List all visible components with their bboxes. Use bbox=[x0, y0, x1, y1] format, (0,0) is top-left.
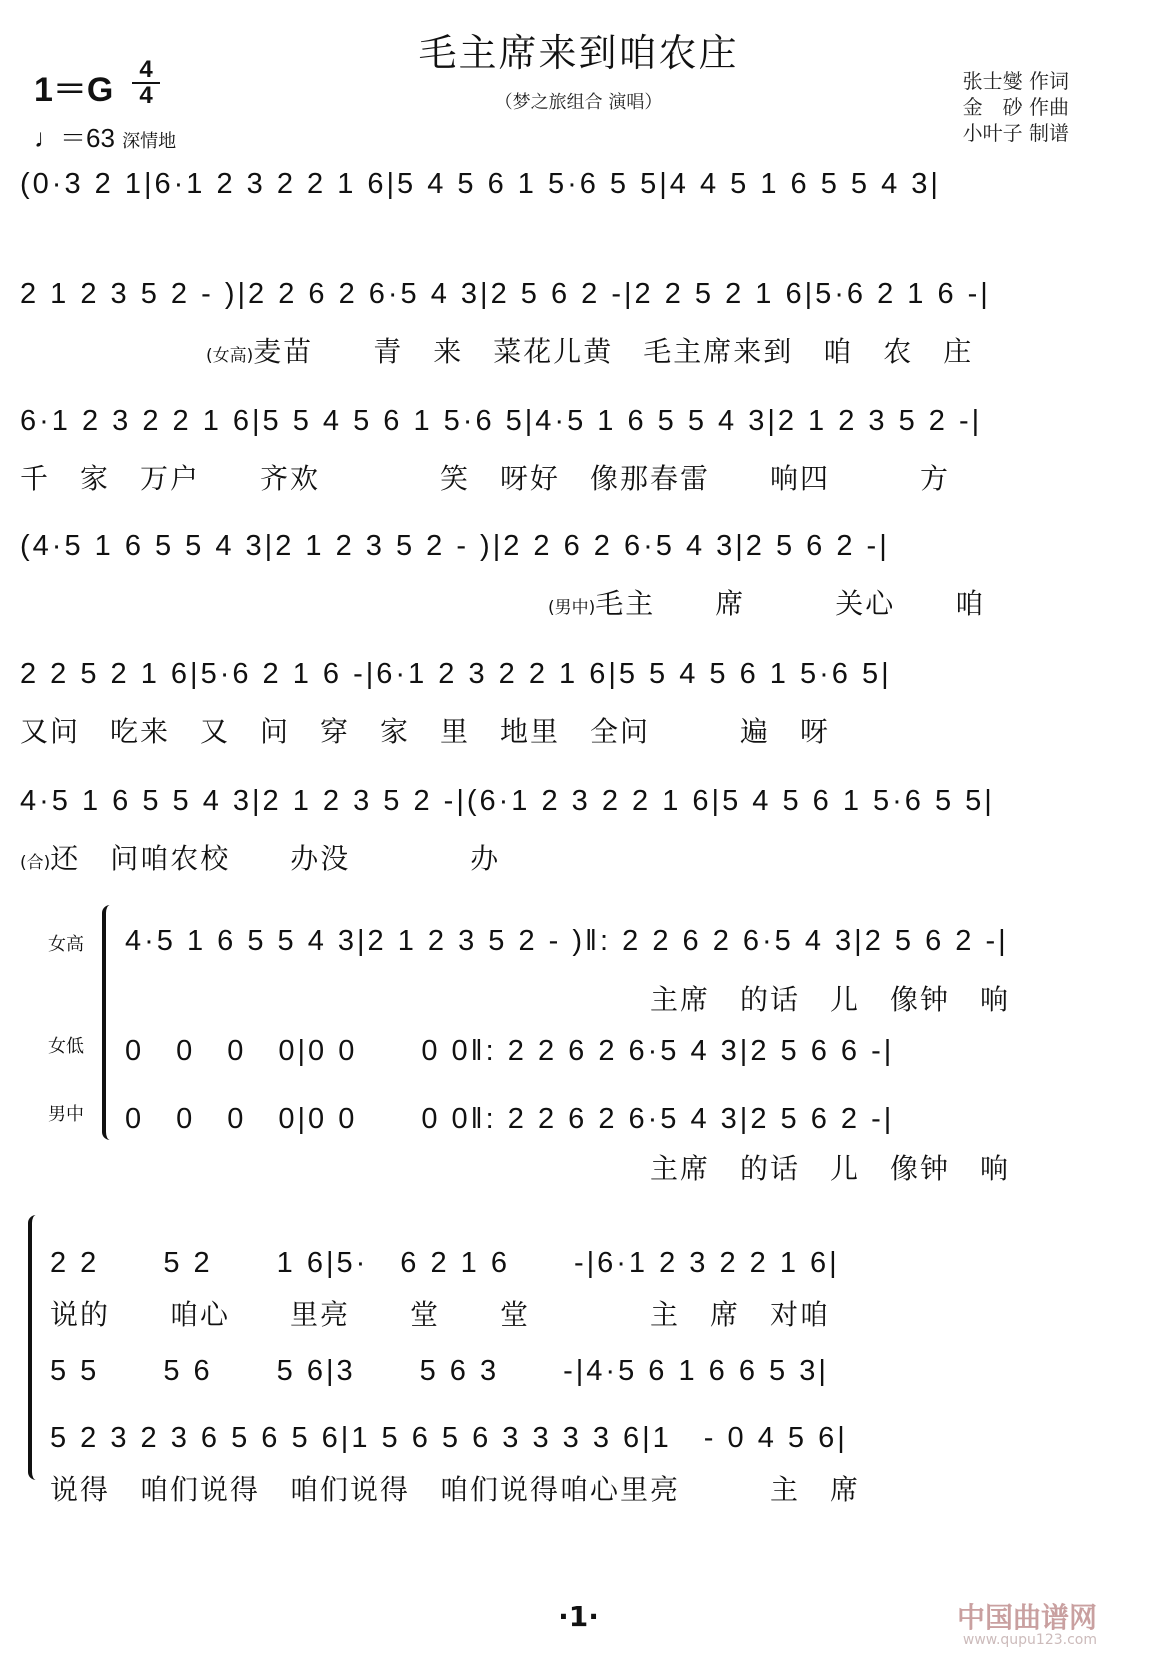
notation-line: 4·5 1 6 5 5 4 3|2 1 2 3 5 2 -|(6·1 2 3 2 2 1 6|5 4 5 6 1 5·6 5 5| bbox=[20, 785, 995, 817]
soprano-lyrics: 主席 的话 儿 像钟 响 bbox=[650, 983, 1011, 1016]
arranger: 小叶子 制谱 bbox=[962, 121, 1069, 145]
quarter-note-icon: ♩ bbox=[34, 123, 60, 153]
key-signature: 1＝G bbox=[34, 71, 114, 109]
lyrics-line bbox=[20, 710, 1089, 750]
composer: 金 砂 作曲 bbox=[962, 95, 1069, 119]
lyricist: 张士燮 作词 bbox=[962, 69, 1069, 93]
tempo-bpm: ＝63 bbox=[60, 123, 115, 153]
lyrics-text: 毛主 席 关心 咱 bbox=[595, 587, 986, 620]
tenor-notation: 5 2 3 2 3 6 5 6 5 6|1 5 6 5 6 3 3 3 3 6|1 - 0 4 5 6| bbox=[50, 1422, 848, 1454]
soprano-notation: 2 2 5 2 1 6|5· 6 2 1 6 -|6·1 2 3 2 2 1 6| bbox=[50, 1247, 840, 1279]
watermark-logo bbox=[957, 1596, 1097, 1648]
soprano-notation: 4·5 1 6 5 5 4 3|2 1 2 3 5 2 - )‖: 2 2 6 2 6·5 4 3|2 5 6 2 -| bbox=[125, 925, 1009, 957]
system-2 bbox=[0, 278, 1157, 388]
alto-notation: 0 0 0 0|0 0 0 0‖: 2 2 6 2 6·5 4 3|2 5 6 6 -| bbox=[125, 1035, 895, 1067]
lyrics-line bbox=[20, 837, 1089, 877]
notation-line: 6·1 2 3 2 2 1 6|5 5 4 5 6 1 5·6 5|4·5 1 6 5 5 4 3|2 1 2 3 5 2 -| bbox=[20, 405, 983, 437]
tenor-notation: 0 0 0 0|0 0 0 0‖: 2 2 6 2 6·5 4 3|2 5 6 2 -| bbox=[125, 1103, 895, 1135]
page-number: ·1· bbox=[558, 1600, 599, 1633]
tempo-marking bbox=[34, 118, 176, 155]
notation-line: 2 1 2 3 5 2 - )|2 2 6 2 6·5 4 3|2 5 6 2 -|2 2 5 2 1 6|5·6 2 1 6 -| bbox=[20, 278, 991, 310]
page-title: 毛主席来到咱农庄 bbox=[418, 31, 739, 75]
lyrics-line bbox=[206, 330, 1089, 370]
voice-tag: (男中) bbox=[548, 598, 596, 618]
watermark-name: 中国曲谱网 bbox=[956, 1601, 1097, 1634]
time-signature bbox=[132, 58, 160, 108]
time-sig-top: 4 bbox=[132, 58, 160, 84]
voice-tag: (女高) bbox=[206, 346, 254, 366]
system-5 bbox=[0, 658, 1157, 768]
part-label-soprano: 女高 bbox=[48, 934, 84, 955]
system-3 bbox=[0, 405, 1157, 515]
system-1 bbox=[0, 168, 1157, 258]
lyrics-text: 又问 吃来 又 问 穿 家 里 地里 全问 遍 呀 bbox=[20, 715, 831, 748]
expression-mark: 深情地 bbox=[122, 131, 177, 152]
tenor-lyrics: 主席 的话 儿 像钟 响 bbox=[650, 1152, 1011, 1185]
soprano-lyrics: 说的 咱心 里亮 堂 堂 主 席 对咱 bbox=[50, 1298, 831, 1331]
watermark-url: www.qupu123.com bbox=[962, 1632, 1097, 1648]
part-label-alto: 女低 bbox=[48, 1036, 84, 1057]
alto-notation: 5 5 5 6 5 6|3 5 6 3 -|4·5 6 1 6 6 5 3| bbox=[50, 1355, 829, 1387]
score-brace bbox=[28, 1215, 42, 1480]
subtitle: （梦之旅组合 演唱） bbox=[494, 92, 663, 113]
lyrics-text: 麦苗 青 来 菜花儿黄 毛主席来到 咱 农 庄 bbox=[253, 335, 974, 368]
lyrics-line bbox=[548, 582, 1089, 622]
time-sig-bottom: 4 bbox=[139, 82, 153, 109]
tenor-lyrics: 说得 咱们说得 咱们说得 咱们说得咱心里亮 主 席 bbox=[50, 1473, 861, 1506]
lyrics-line: 千 家 万户 齐欢 笑 呀好 像那春雷 响四 方 bbox=[20, 462, 951, 495]
notation-line: 2 2 5 2 1 6|5·6 2 1 6 -|6·1 2 3 2 2 1 6|5 5 4 5 6 1 5·6 5| bbox=[20, 658, 892, 690]
voice-tag: (合) bbox=[20, 853, 51, 873]
score-brace bbox=[102, 905, 116, 1140]
part-label-tenor: 男中 bbox=[48, 1104, 84, 1125]
notation-line: (0·3 2 1|6·1 2 3 2 2 1 6|5 4 5 6 1 5·6 5 5|4 4 5 1 6 5 5 4 3| bbox=[20, 168, 941, 200]
system-4 bbox=[0, 530, 1157, 640]
system-6 bbox=[0, 785, 1157, 895]
notation-line: (4·5 1 6 5 5 4 3|2 1 2 3 5 2 - )|2 2 6 2 6·5 4 3|2 5 6 2 -| bbox=[20, 530, 890, 562]
credits bbox=[963, 68, 1069, 146]
lyrics-text: 还 问咱农校 办没 办 bbox=[50, 842, 501, 875]
